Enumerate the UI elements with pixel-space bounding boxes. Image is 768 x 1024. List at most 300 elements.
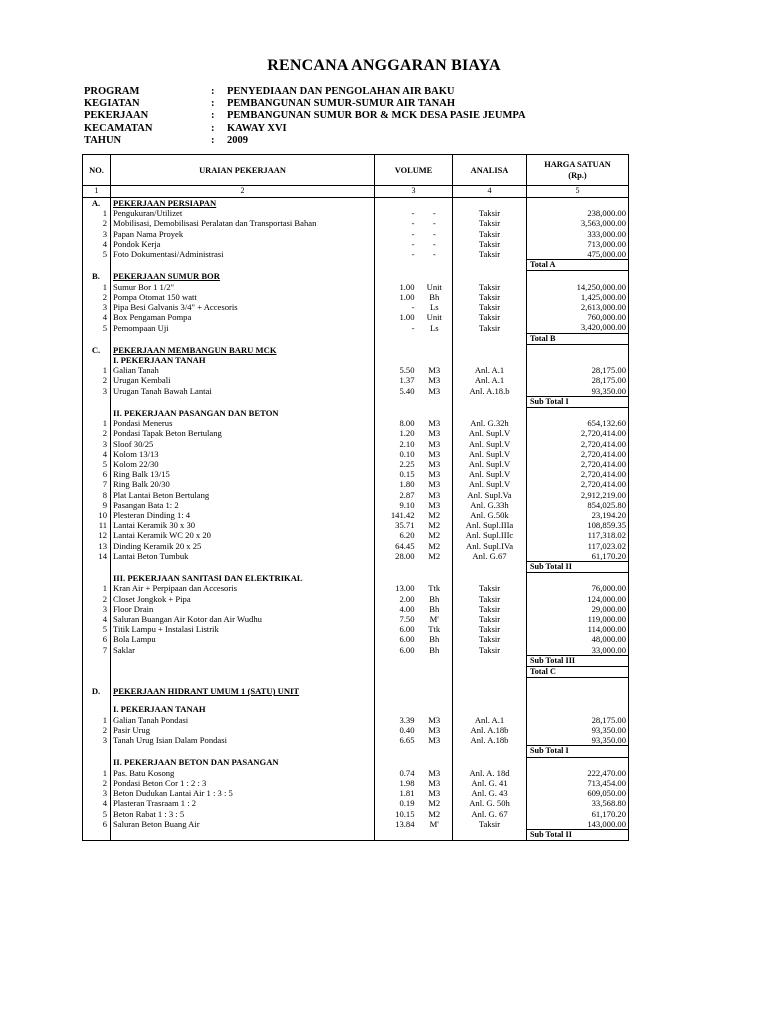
- empty-cell: [527, 686, 629, 696]
- subsection-title: I. PEKERJAAN TANAH: [111, 355, 375, 365]
- item-volume: 0.19: [375, 798, 417, 808]
- item-volume: 2.25: [375, 459, 417, 469]
- empty-cell: [375, 408, 417, 419]
- item-volume: 1.37: [375, 375, 417, 385]
- column-number-row: [83, 186, 629, 198]
- table-row: [83, 520, 629, 530]
- project-info-row: [84, 86, 526, 98]
- item-analisa: Anl. A.1: [453, 365, 527, 375]
- table-row: [83, 459, 629, 469]
- section-title-cell: [111, 271, 375, 282]
- item-description: Pengukuran/Utilizet: [111, 208, 375, 218]
- item-analisa: Taksir: [453, 819, 527, 830]
- empty-cell: [375, 333, 417, 344]
- item-number: 4: [83, 239, 111, 249]
- item-analisa: Anl. A.18.b: [453, 386, 527, 397]
- item-volume: 141.42: [375, 510, 417, 520]
- item-analisa: Anl. Supl.V: [453, 439, 527, 449]
- table-row: [83, 365, 629, 375]
- project-info-row: [84, 135, 526, 147]
- item-description: Plesteran Dinding 1: 4: [111, 510, 375, 520]
- project-info-key: PROGRAM: [84, 86, 140, 97]
- item-description: Saluran Beton Buang Air: [111, 819, 375, 830]
- item-unit: Bh: [417, 604, 453, 614]
- table-row: [83, 634, 629, 644]
- project-info-colon: :: [211, 110, 215, 122]
- spacer-cell: [417, 696, 453, 704]
- item-volume: 1.00: [375, 292, 417, 302]
- empty-cell: [375, 686, 417, 696]
- item-description: Pondasi Menerus: [111, 418, 375, 428]
- item-analisa: Taksir: [453, 322, 527, 333]
- item-price: 28,175.00: [527, 375, 629, 385]
- project-info-colon: :: [211, 98, 215, 110]
- spacer-cell: [527, 696, 629, 704]
- item-analisa: Anl. Supl.V: [453, 459, 527, 469]
- spacer-row: [83, 678, 629, 687]
- empty-cell: [417, 408, 453, 419]
- item-unit: M3: [417, 449, 453, 459]
- empty-cell: [417, 344, 453, 355]
- project-info-colon: :: [211, 134, 215, 146]
- item-number: 4: [83, 614, 111, 624]
- empty-cell: [111, 667, 375, 678]
- item-volume: 2.00: [375, 594, 417, 604]
- empty-cell: [417, 271, 453, 282]
- table-row: [83, 239, 629, 249]
- item-price: 93,350.00: [527, 386, 629, 397]
- project-info-key: KECAMATAN: [84, 122, 153, 134]
- empty-cell: [453, 271, 527, 282]
- item-analisa: Anl. Supl.V: [453, 469, 527, 479]
- item-price: 2,613,000.00: [527, 302, 629, 312]
- empty-cell: [527, 344, 629, 355]
- item-unit: M': [417, 819, 453, 830]
- empty-cell: [111, 333, 375, 344]
- item-analisa: Anl. Supl.V: [453, 449, 527, 459]
- item-description: Pondasi Tapak Beton Bertulang: [111, 428, 375, 438]
- item-number: 5: [83, 322, 111, 333]
- item-analisa: Anl. G. 50h: [453, 798, 527, 808]
- item-price: 61,170.20: [527, 551, 629, 562]
- total-row: [83, 829, 629, 840]
- item-number: 2: [83, 594, 111, 604]
- item-price: 713,454.00: [527, 778, 629, 788]
- table-row: [83, 479, 629, 489]
- empty-cell: [83, 746, 111, 757]
- subsection-title: I. PEKERJAAN TANAH: [111, 704, 375, 714]
- empty-cell: [375, 198, 417, 209]
- item-description: Galian Tanah Pondasi: [111, 715, 375, 725]
- section-number: A.: [83, 198, 111, 209]
- empty-cell: [453, 562, 527, 573]
- empty-cell: [417, 757, 453, 768]
- section-title: PEKERJAAN PERSIAPAN: [113, 198, 217, 208]
- header-uraian: URAIAN PEKERJAAN: [111, 155, 375, 186]
- item-number: 1: [83, 208, 111, 218]
- item-volume: 64.45: [375, 541, 417, 551]
- table-row: [83, 282, 629, 292]
- total-label: Sub Total II: [527, 562, 629, 573]
- item-analisa: Taksir: [453, 292, 527, 302]
- item-volume: -: [375, 218, 417, 228]
- empty-cell: [417, 396, 453, 407]
- empty-cell: [417, 704, 453, 714]
- item-unit: M3: [417, 428, 453, 438]
- item-number: 2: [83, 725, 111, 735]
- total-row: [83, 746, 629, 757]
- item-price: 2,720,414.00: [527, 479, 629, 489]
- subsection-row: [83, 573, 629, 584]
- item-description: Saklar: [111, 645, 375, 656]
- item-volume: -: [375, 322, 417, 333]
- project-info-value: 2009: [227, 134, 248, 146]
- table-row: [83, 302, 629, 312]
- subsection-title: II. PEKERJAAN BETON DAN PASANGAN: [111, 757, 375, 768]
- spacer-cell: [83, 678, 111, 687]
- empty-cell: [375, 344, 417, 355]
- item-price: 33,568.80: [527, 798, 629, 808]
- item-unit: M2: [417, 551, 453, 562]
- item-unit: M2: [417, 530, 453, 540]
- item-number: 1: [83, 768, 111, 778]
- empty-cell: [417, 260, 453, 271]
- section-row: [83, 344, 629, 355]
- empty-cell: [111, 562, 375, 573]
- item-analisa: Taksir: [453, 634, 527, 644]
- item-unit: -: [417, 208, 453, 218]
- item-unit: M3: [417, 735, 453, 746]
- table-row: [83, 624, 629, 634]
- item-volume: -: [375, 229, 417, 239]
- item-volume: -: [375, 239, 417, 249]
- item-analisa: Taksir: [453, 229, 527, 239]
- colnum: 1: [83, 186, 111, 198]
- item-number: 2: [83, 292, 111, 302]
- empty-cell: [83, 260, 111, 271]
- item-number: 5: [83, 809, 111, 819]
- table-row: [83, 614, 629, 624]
- item-description: Lantai Keramik WC 20 x 20: [111, 530, 375, 540]
- empty-cell: [453, 396, 527, 407]
- spacer-cell: [417, 678, 453, 687]
- empty-cell: [417, 333, 453, 344]
- table-row: [83, 809, 629, 819]
- header-harga: [527, 155, 629, 186]
- project-info-row: [84, 98, 526, 110]
- table-row: [83, 551, 629, 562]
- item-price: 93,350.00: [527, 735, 629, 746]
- item-volume: 2.87: [375, 490, 417, 500]
- total-row: [83, 667, 629, 678]
- item-price: 76,000.00: [527, 583, 629, 593]
- item-description: Mobilisasi, Demobilisasi Peralatan dan Transportasi Bahan: [111, 218, 375, 228]
- empty-cell: [111, 829, 375, 840]
- header-volume: VOLUME: [375, 155, 453, 186]
- item-description: Kran Air + Perpipaan dan Accesoris: [111, 583, 375, 593]
- item-unit: M3: [417, 725, 453, 735]
- spacer-cell: [111, 678, 375, 687]
- item-description: Sloof 30/25: [111, 439, 375, 449]
- item-volume: 5.40: [375, 386, 417, 397]
- item-description: Plat Lantai Beton Bertulang: [111, 490, 375, 500]
- item-volume: 1.20: [375, 428, 417, 438]
- item-volume: 35.71: [375, 520, 417, 530]
- item-price: 28,175.00: [527, 365, 629, 375]
- subsection-title: III. PEKERJAAN SANITASI DAN ELEKTRIKAL: [111, 573, 375, 584]
- item-number: 11: [83, 520, 111, 530]
- item-number: 1: [83, 715, 111, 725]
- item-analisa: Anl. Supl.Va: [453, 490, 527, 500]
- item-description: Plasteran Trasraam 1 : 2: [111, 798, 375, 808]
- item-number: 3: [83, 735, 111, 746]
- project-info-colon: :: [211, 122, 215, 134]
- table-row: [83, 439, 629, 449]
- item-price: 117,318.02: [527, 530, 629, 540]
- item-description: Pasangan Bata 1: 2: [111, 500, 375, 510]
- empty-cell: [375, 667, 417, 678]
- table-row: [83, 735, 629, 746]
- item-analisa: Anl. A. 18d: [453, 768, 527, 778]
- table-row: [83, 788, 629, 798]
- spacer-cell: [527, 678, 629, 687]
- item-number: 2: [83, 375, 111, 385]
- item-unit: -: [417, 218, 453, 228]
- item-price: 2,720,414.00: [527, 459, 629, 469]
- item-number: 10: [83, 510, 111, 520]
- item-unit: -: [417, 229, 453, 239]
- item-analisa: Anl. A.18b: [453, 735, 527, 746]
- item-volume: 5.50: [375, 365, 417, 375]
- item-volume: 1.00: [375, 282, 417, 292]
- item-analisa: Anl. A.1: [453, 375, 527, 385]
- section-row: [83, 686, 629, 696]
- section-title: PEKERJAAN SUMUR BOR: [113, 271, 220, 282]
- empty-cell: [453, 746, 527, 757]
- empty-cell: [83, 757, 111, 768]
- item-price: 28,175.00: [527, 715, 629, 725]
- empty-cell: [83, 704, 111, 714]
- header-harga-unit: (Rp.): [568, 171, 587, 180]
- table-row: [83, 604, 629, 614]
- item-unit: Bh: [417, 634, 453, 644]
- header-harga-label: HARGA SATUAN: [544, 160, 611, 169]
- spacer-cell: [375, 678, 417, 687]
- item-number: 2: [83, 428, 111, 438]
- spacer-cell: [453, 678, 527, 687]
- empty-cell: [111, 655, 375, 666]
- item-unit: Unit: [417, 312, 453, 322]
- empty-cell: [417, 667, 453, 678]
- total-row: [83, 260, 629, 271]
- item-description: Bola Lampu: [111, 634, 375, 644]
- table-row: [83, 449, 629, 459]
- item-unit: -: [417, 249, 453, 260]
- item-volume: 0.40: [375, 725, 417, 735]
- item-analisa: Anl. Supl.V: [453, 428, 527, 438]
- item-volume: 4.00: [375, 604, 417, 614]
- item-unit: M3: [417, 479, 453, 489]
- item-unit: M2: [417, 798, 453, 808]
- item-volume: 7.50: [375, 614, 417, 624]
- item-description: Dinding Keramik 20 x 25: [111, 541, 375, 551]
- section-title: PEKERJAAN HIDRANT UMUM 1 (SATU) UNIT: [113, 686, 300, 697]
- item-volume: 1.80: [375, 479, 417, 489]
- empty-cell: [417, 746, 453, 757]
- item-unit: Ls: [417, 302, 453, 312]
- empty-cell: [83, 573, 111, 584]
- empty-cell: [527, 198, 629, 209]
- subsection-row: [83, 355, 629, 365]
- item-price: 93,350.00: [527, 725, 629, 735]
- item-price: 108,859.35: [527, 520, 629, 530]
- item-analisa: Taksir: [453, 594, 527, 604]
- project-info-row: [84, 110, 526, 122]
- empty-cell: [83, 667, 111, 678]
- document-title: RENCANA ANGGARAN BIAYA: [267, 57, 501, 74]
- empty-cell: [417, 198, 453, 209]
- item-analisa: Anl. Supl.IIIa: [453, 520, 527, 530]
- item-number: 1: [83, 282, 111, 292]
- item-unit: M3: [417, 375, 453, 385]
- item-analisa: Taksir: [453, 614, 527, 624]
- section-title-cell: [111, 686, 375, 696]
- item-volume: 9.10: [375, 500, 417, 510]
- empty-cell: [375, 271, 417, 282]
- header-no: NO.: [83, 155, 111, 186]
- item-volume: 2.10: [375, 439, 417, 449]
- total-row: [83, 655, 629, 666]
- empty-cell: [375, 704, 417, 714]
- empty-cell: [83, 355, 111, 365]
- item-description: Urugan Kembali: [111, 375, 375, 385]
- colnum: 4: [453, 186, 527, 198]
- item-number: 9: [83, 500, 111, 510]
- item-analisa: Anl. G.32h: [453, 418, 527, 428]
- item-number: 5: [83, 459, 111, 469]
- item-number: 4: [83, 312, 111, 322]
- item-number: 1: [83, 365, 111, 375]
- item-volume: -: [375, 208, 417, 218]
- item-description: Kolom 13/13: [111, 449, 375, 459]
- empty-cell: [83, 562, 111, 573]
- item-description: Ring Balk 13/15: [111, 469, 375, 479]
- project-info: [84, 86, 526, 147]
- empty-cell: [83, 408, 111, 419]
- budget-table: [82, 154, 629, 841]
- table-row: [83, 768, 629, 778]
- table-row: [83, 778, 629, 788]
- table-row: [83, 312, 629, 322]
- table-row: [83, 583, 629, 593]
- item-number: 6: [83, 469, 111, 479]
- item-price: 2,720,414.00: [527, 439, 629, 449]
- item-unit: M2: [417, 510, 453, 520]
- item-description: Beton Dudukan Lantai Air 1 : 3 : 5: [111, 788, 375, 798]
- section-title-cell: [111, 344, 375, 355]
- item-price: 3,420,000.00: [527, 322, 629, 333]
- item-unit: M2: [417, 809, 453, 819]
- item-volume: 1.81: [375, 788, 417, 798]
- empty-cell: [417, 829, 453, 840]
- table-row: [83, 208, 629, 218]
- item-unit: M3: [417, 386, 453, 397]
- item-analisa: Taksir: [453, 645, 527, 656]
- item-unit: M3: [417, 715, 453, 725]
- item-description: Pas. Batu Kosong: [111, 768, 375, 778]
- item-analisa: Anl. Supl.IIIc: [453, 530, 527, 540]
- empty-cell: [417, 562, 453, 573]
- table-row: [83, 530, 629, 540]
- item-analisa: Anl. G.50k: [453, 510, 527, 520]
- item-price: 1,425,000.00: [527, 292, 629, 302]
- item-analisa: Anl. A.1: [453, 715, 527, 725]
- item-volume: -: [375, 249, 417, 260]
- project-info-key: PEKERJAAN: [84, 110, 149, 122]
- total-row: [83, 562, 629, 573]
- empty-cell: [417, 655, 453, 666]
- project-info-value: PEMBANGUNAN SUMUR-SUMUR AIR TANAH: [227, 98, 455, 110]
- table-row: [83, 594, 629, 604]
- item-number: 5: [83, 249, 111, 260]
- project-info-value: PENYEDIAAN DAN PENGOLAHAN AIR BAKU: [227, 86, 455, 97]
- item-number: 2: [83, 218, 111, 228]
- item-volume: 28.00: [375, 551, 417, 562]
- empty-cell: [417, 573, 453, 584]
- item-unit: M3: [417, 459, 453, 469]
- item-description: Floor Drain: [111, 604, 375, 614]
- item-analisa: Anl. Supl.IVa: [453, 541, 527, 551]
- item-analisa: Anl. G.67: [453, 551, 527, 562]
- item-analisa: Taksir: [453, 282, 527, 292]
- item-volume: 6.20: [375, 530, 417, 540]
- table-row: [83, 725, 629, 735]
- item-price: 61,170.20: [527, 809, 629, 819]
- empty-cell: [375, 355, 417, 365]
- item-description: Kolom 22/30: [111, 459, 375, 469]
- total-label: Total A: [527, 260, 629, 271]
- empty-cell: [527, 704, 629, 714]
- empty-cell: [453, 260, 527, 271]
- item-description: Pasir Urug: [111, 725, 375, 735]
- empty-cell: [111, 396, 375, 407]
- spacer-cell: [83, 696, 111, 704]
- item-unit: Bh: [417, 292, 453, 302]
- project-info-value: KAWAY XVI: [227, 122, 287, 134]
- item-price: 2,912,219.00: [527, 490, 629, 500]
- item-description: Pemompaan Uji: [111, 322, 375, 333]
- empty-cell: [375, 396, 417, 407]
- item-volume: 8.00: [375, 418, 417, 428]
- item-price: 2,720,414.00: [527, 428, 629, 438]
- item-unit: M3: [417, 469, 453, 479]
- item-volume: 3.39: [375, 715, 417, 725]
- table-row: [83, 218, 629, 228]
- item-volume: 6.00: [375, 634, 417, 644]
- item-unit: -: [417, 239, 453, 249]
- item-description: Closet Jongkok + Pipa: [111, 594, 375, 604]
- spacer-cell: [375, 696, 417, 704]
- empty-cell: [527, 355, 629, 365]
- item-number: 3: [83, 229, 111, 239]
- item-number: 3: [83, 788, 111, 798]
- empty-cell: [453, 408, 527, 419]
- item-analisa: Taksir: [453, 208, 527, 218]
- item-analisa: Taksir: [453, 249, 527, 260]
- item-volume: 13.00: [375, 583, 417, 593]
- table-row: [83, 500, 629, 510]
- item-number: 6: [83, 819, 111, 830]
